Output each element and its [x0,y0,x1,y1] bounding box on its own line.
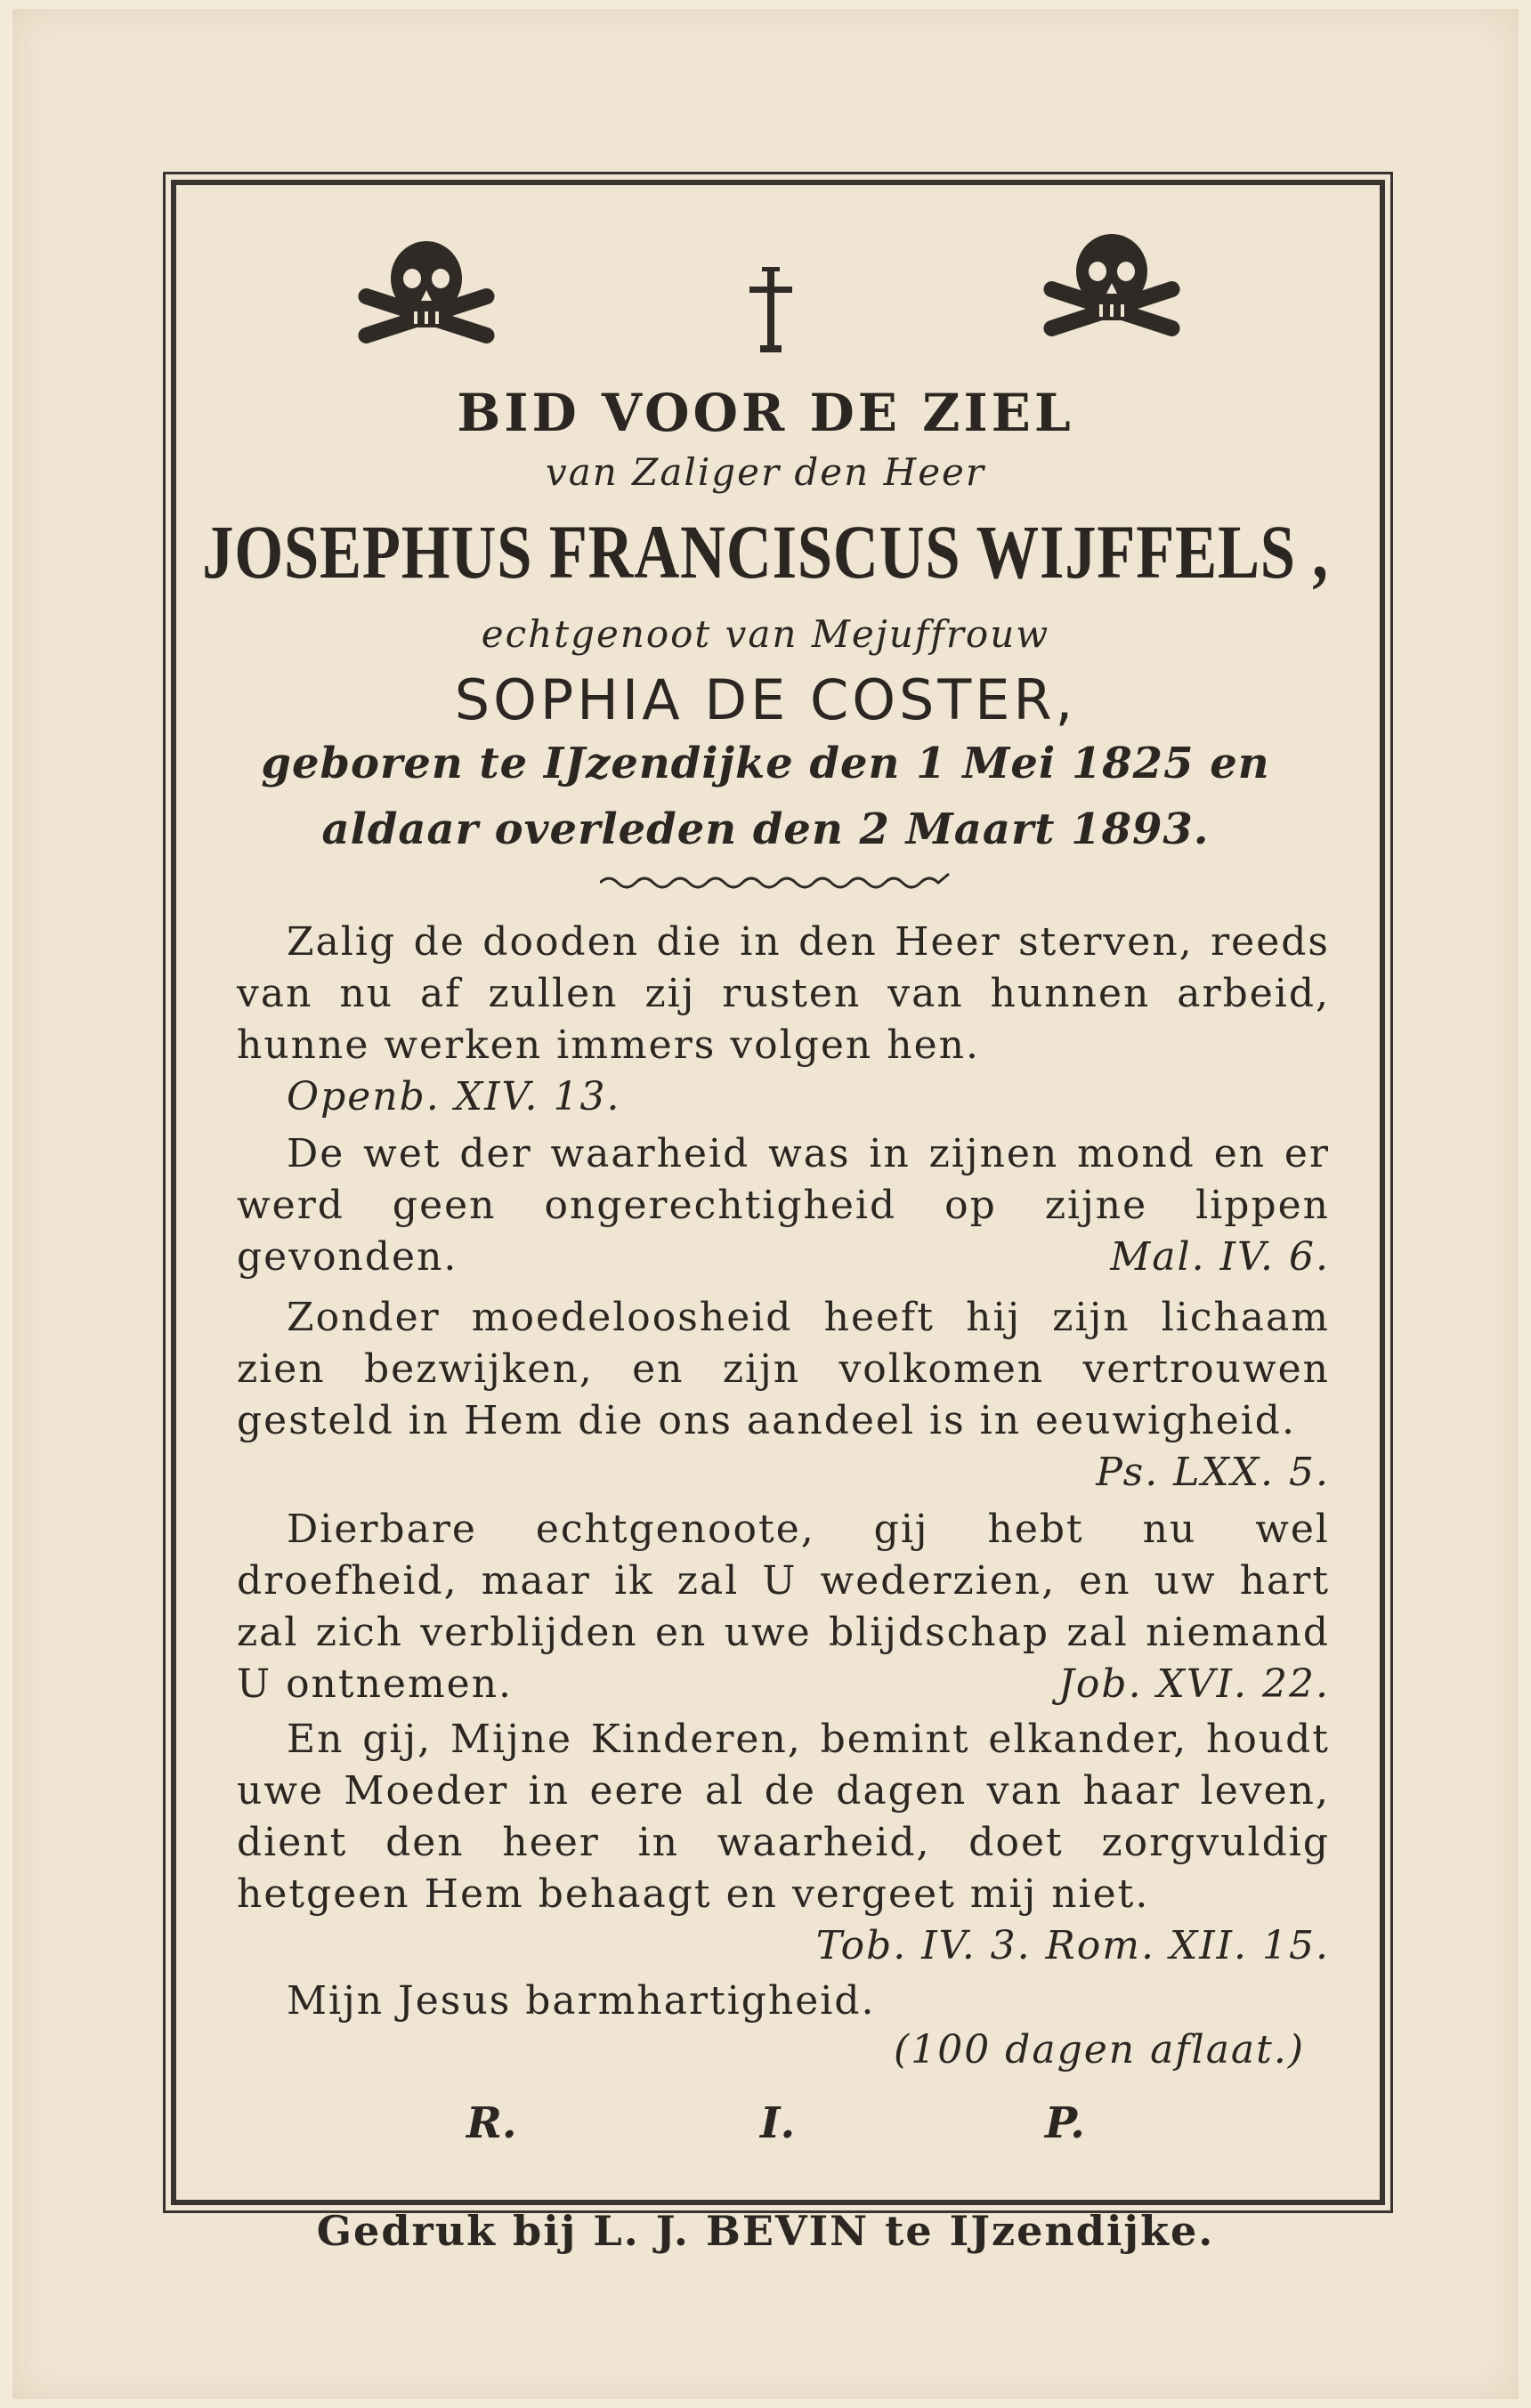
verse-text: Dierbare echtgenoote, gij hebt nu wel droefheid, maar ik zal U wederzien, en uw hart zal zich verblijden en uwe blijdschap zal niemand U ontnemen. [237,1507,1330,1707]
verse-3 [237,1292,1330,1499]
printer-imprint: Gedruk bij L. J. BEVIN te IJzendijke. [316,2207,1215,2255]
verse-5 [237,1714,1330,1972]
memorial-card [12,9,1519,2399]
spouse-name: SOPHIA DE COSTER, [454,667,1077,732]
verse-reference: Tob. IV. 3. Rom. XII. 15. [815,1923,1330,1968]
rip-i: I. [760,2098,796,2148]
rip-p: P. [1045,2098,1085,2148]
verse-text: Zalig de dooden die in den Heer sterven, reeds van nu af zullen zij rusten van hunnen arbeid, hunne werken immers volgen hen. [237,919,1330,1068]
verse-text: De wet der waarheid was in zijnen mond en er werd geen ongerechtigheid op zijne lippen gevonden. [237,1131,1330,1280]
prayer-line: Mijn Jesus barmhartigheid. [287,1978,876,2024]
verse-reference: Job. XVI. 22. [1058,1661,1330,1707]
spouse-intro: echtgenoot van Mejuffrouw [481,612,1050,656]
verse-4 [237,1504,1330,1710]
deceased-name: JOSEPHUS FRANCISCUS WIJFFELS , [202,509,1329,594]
verse-reference: Ps. LXX. 5. [1096,1450,1330,1495]
verse-reference: Openb. XIV. 13. [287,1074,621,1119]
verse-text: Zonder moedeloosheid heeft hij zijn lichaam zien bezwijken, en zijn volkomen vertrouwen gesteld in Hem die ons aandeel is in eeuwigheid. [237,1295,1330,1443]
verse-text: En gij, Mijne Kinderen, bemint elkander, houdt uwe Moeder in eere al de dagen van haar leven, dient den heer in waarheid, doet zorgvuldig hetgeen Hem behaagt en vergeet mij niet. [237,1717,1330,1917]
rip-r: R. [466,2098,517,2148]
verse-reference: Mal. IV. 6. [1110,1234,1330,1280]
card-subtitle: van Zaliger den Heer [546,450,985,494]
cross-icon [744,267,798,352]
verse-2 [237,1128,1330,1283]
card-title: BID VOOR DE ZIEL [457,383,1074,443]
skull-crossbones-icon [1041,222,1183,356]
birth-line: geboren te IJzendijke den 1 Mei 1825 en [261,739,1270,788]
death-line: aldaar overleden den 2 Maart 1893. [321,804,1210,854]
skull-crossbones-icon [355,230,498,363]
verse-1 [237,917,1330,1123]
ornament-divider [600,869,956,892]
indulgence-note: (100 dagen aflaat.) [894,2027,1305,2073]
